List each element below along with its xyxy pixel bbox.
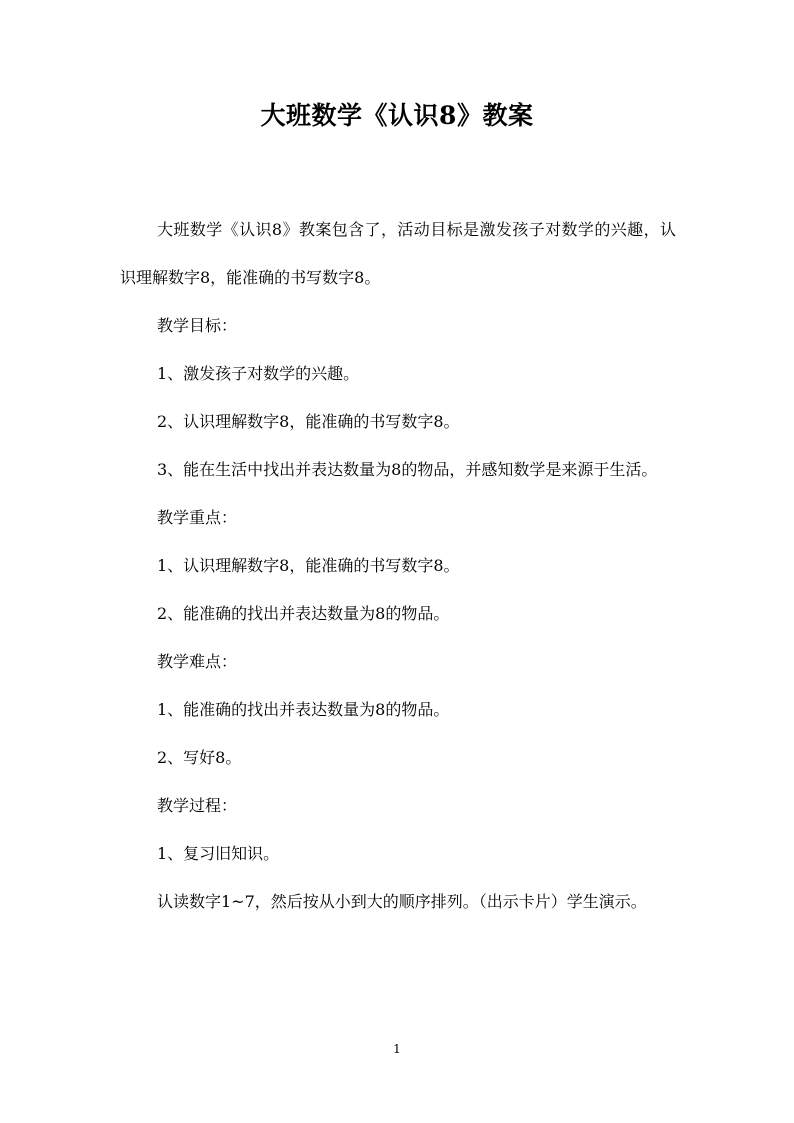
- section-heading-key-points: 教学重点：: [157, 508, 238, 527]
- key-point-item-2: 2、能准确的找出并表达数量为8的物品。: [157, 604, 450, 623]
- intro-paragraph: 大班数学《认识8》教案包含了，活动目标是激发孩子对数学的兴趣，认识理解数字8，能准确的书写数字8。: [120, 220, 676, 287]
- page-number: 1: [393, 1042, 401, 1056]
- section-heading-process: 教学过程：: [157, 796, 238, 815]
- objective-item-1: 1、激发孩子对数学的兴趣。: [157, 364, 360, 383]
- section-heading-objectives: 教学目标：: [157, 316, 238, 335]
- document-title: 大班数学《认识8》教案: [260, 101, 534, 130]
- document-body: [120, 206, 676, 926]
- difficulty-item-2: 2、写好8。: [157, 748, 242, 767]
- objective-item-3: 3、能在生活中找出并表达数量为8的物品，并感知数学是来源于生活。: [157, 460, 658, 479]
- key-point-item-1: 1、认识理解数字8，能准确的书写数字8。: [157, 556, 460, 575]
- objective-item-2: 2、认识理解数字8，能准确的书写数字8。: [157, 412, 460, 431]
- section-heading-difficulties: 教学难点：: [157, 652, 238, 671]
- process-step-detail: 认读数字1~7，然后按从小到大的顺序排列。（出示卡片）学生演示。: [157, 892, 647, 911]
- difficulty-item-1: 1、能准确的找出并表达数量为8的物品。: [157, 700, 450, 719]
- process-step-1: 1、复习旧知识。: [157, 844, 280, 863]
